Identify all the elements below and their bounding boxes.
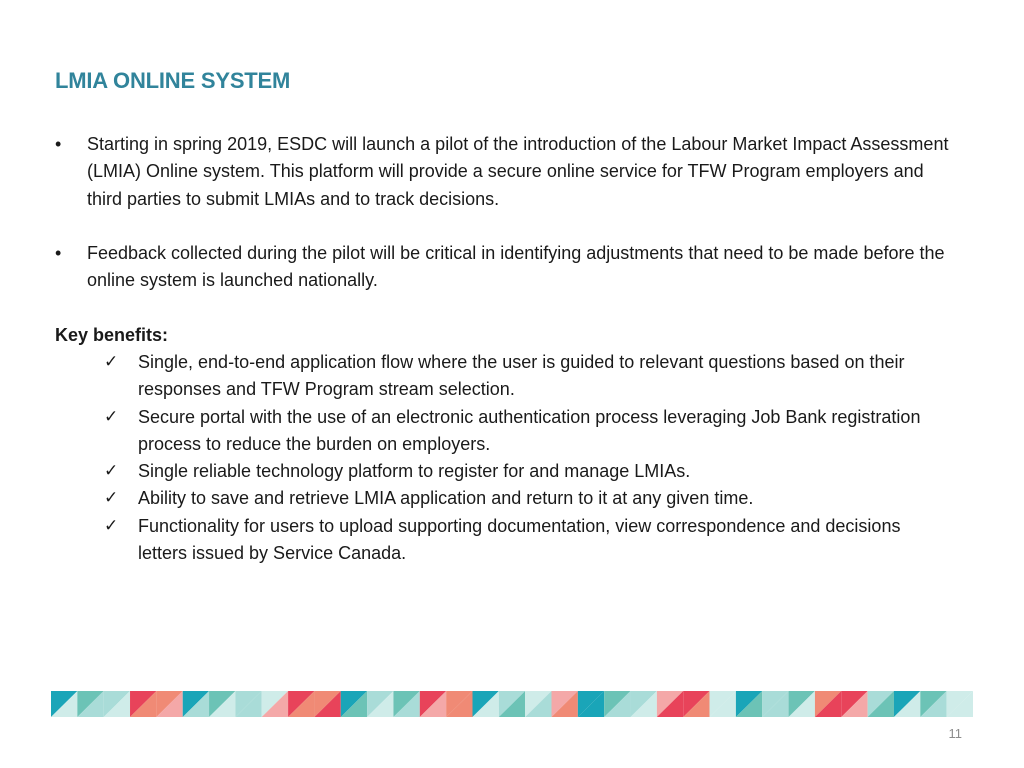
bullet-text: Starting in spring 2019, ESDC will launch a pilot of the introduction of the Labour Market Impact Assessment (LMIA) Online system. This platform will provide a secure online service for TFW Program employers and third parties to submit LMIAs and to track decisions.	[87, 134, 949, 209]
bullet-icon: •	[55, 134, 62, 154]
benefit-text: Ability to save and retrieve LMIA application and return to it at any given time.	[138, 488, 754, 509]
checkmark-icon: ✓	[104, 461, 119, 482]
bullet-text: Feedback collected during the pilot will be critical in identifying adjustments that need to be made before the online system is launched nationally.	[87, 242, 945, 291]
benefit-text: Single, end-to-end application flow where the user is guided to relevant questions based on their responses and TFW Program stream selection.	[138, 352, 905, 400]
benefit-text: Single reliable technology platform to register for and manage LMIAs.	[138, 461, 691, 482]
benefit-item	[104, 513, 954, 568]
checkmark-icon: ✓	[104, 488, 119, 509]
benefit-item	[104, 349, 954, 404]
benefits-list	[104, 349, 954, 567]
benefit-item	[104, 458, 954, 485]
bullet-icon: •	[55, 242, 62, 263]
checkmark-icon: ✓	[104, 352, 119, 372]
benefit-text: Secure portal with the use of an electronic authentication process leveraging Job Bank registration process to reduce the burden on employers.	[138, 406, 921, 454]
benefit-item	[104, 485, 954, 512]
benefit-item	[104, 404, 954, 459]
bullet-item	[55, 131, 955, 213]
page-number: 11	[948, 726, 962, 741]
bullet-list	[55, 131, 955, 321]
slide-title: LMIA ONLINE SYSTEM	[55, 68, 291, 93]
bullet-item	[55, 240, 955, 295]
checkmark-icon: ✓	[104, 515, 119, 536]
triangle-pattern-banner-icon	[51, 691, 973, 717]
benefit-text: Functionality for users to upload supporting documentation, view correspondence and decisions letters issued by Service Canada.	[138, 515, 901, 564]
key-benefits-heading: Key benefits:	[55, 325, 169, 345]
checkmark-icon: ✓	[104, 406, 119, 427]
